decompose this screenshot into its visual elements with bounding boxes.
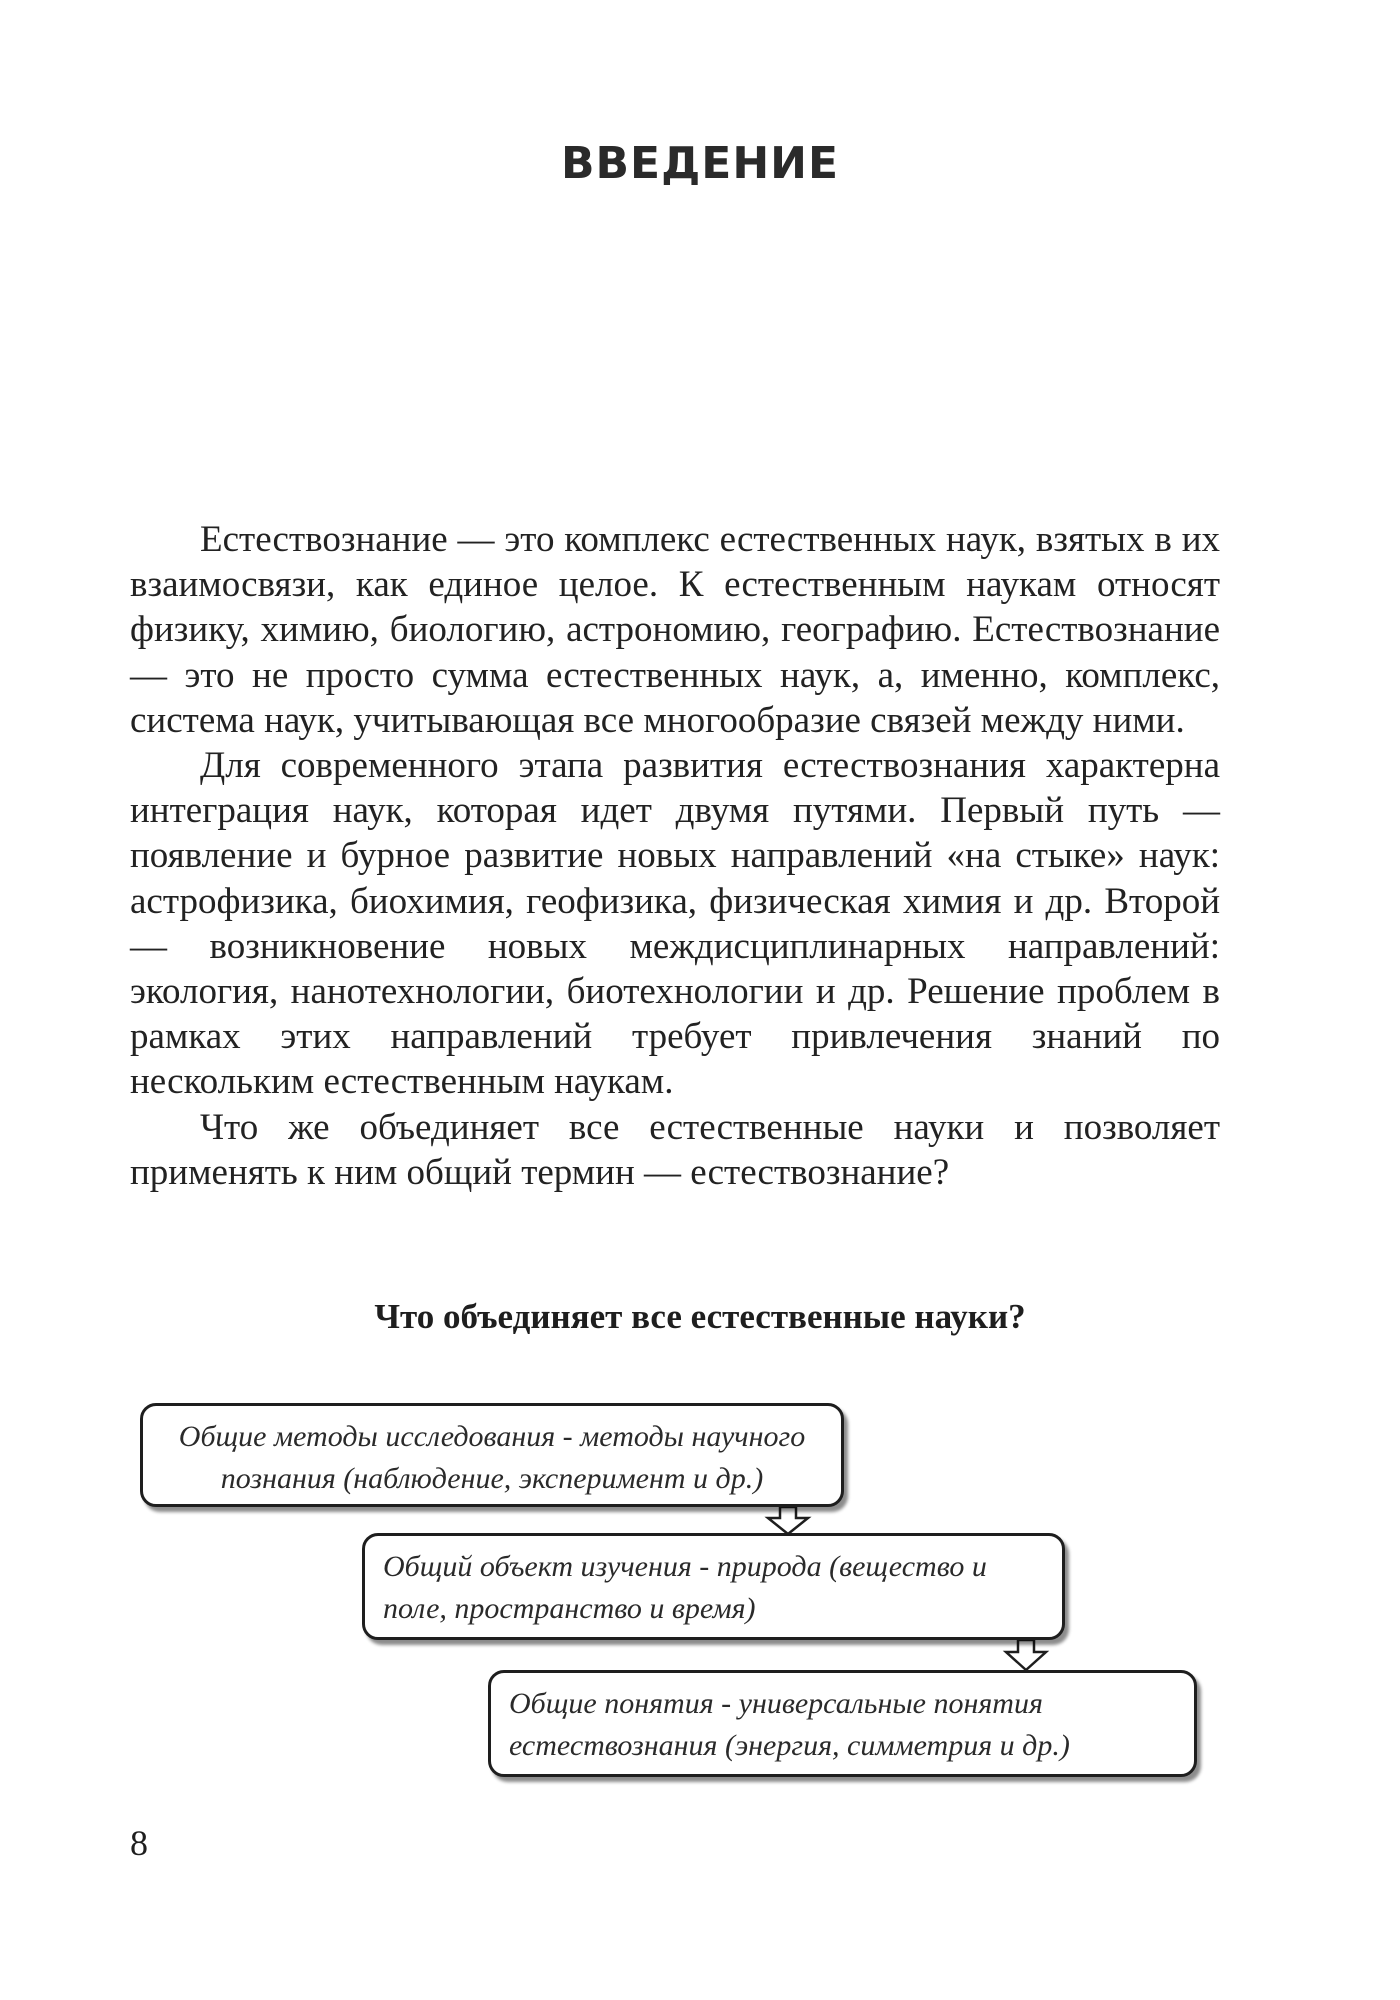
paragraph-2: Для современного этапа развития естествознания характерна интеграция наук, которая идет двумя путями. Первый путь — появление и бурное развитие новых направлений «на стыке» наук: астрофизика, биохимия, геофизика, физическая химия и др. Второй — возникновение новых междисциплинарных направлений: экология, нанотехнологии, биотехнологии и др. Решение проблем в рамках этих направлений требует привлечения знаний по нескольким естественным наукам. [130, 745, 1220, 1103]
page-title: ВВЕДЕНИЕ [560, 138, 840, 189]
box-text-line: Общие понятия - универсальные понятия [509, 1687, 1043, 1720]
down-arrow-icon [768, 1507, 808, 1534]
paragraph-3: Что же объединяет все естественные науки и позволяет применять к ним общий термин — естествознание? [130, 1106, 1220, 1193]
box-text-line: Общие методы исследования - методы научного [178, 1420, 806, 1453]
down-arrow-icon [1006, 1640, 1046, 1670]
diagram-box-object [362, 1533, 1065, 1640]
box-text-line: поле, пространство и время) [383, 1592, 756, 1625]
diagram-box-concepts [488, 1670, 1197, 1777]
diagram-title: Что объединяет все естественные науки? [374, 1297, 1026, 1336]
paragraph-1: Естествознание — это комплекс естественных наук, взятых в их взаимосвязи, как единое целое. К естественным наукам относят физику, химию, биологию, астрономию, географию. Естествознание — это не просто сумма естественных наук, а, именно, комплекс, система наук, учитывающая все многообразие связей между ними. [130, 519, 1220, 741]
page-number: 8 [130, 1823, 148, 1863]
body-text [130, 517, 1220, 1195]
diagram-box-methods [140, 1403, 844, 1507]
box-text-line: Общий объект изучения - природа (вещество и [383, 1550, 987, 1583]
box-text-line: познания (наблюдение, эксперимент и др.) [220, 1462, 764, 1495]
box-text-line: естествознания (энергия, симметрия и др.) [509, 1729, 1070, 1762]
